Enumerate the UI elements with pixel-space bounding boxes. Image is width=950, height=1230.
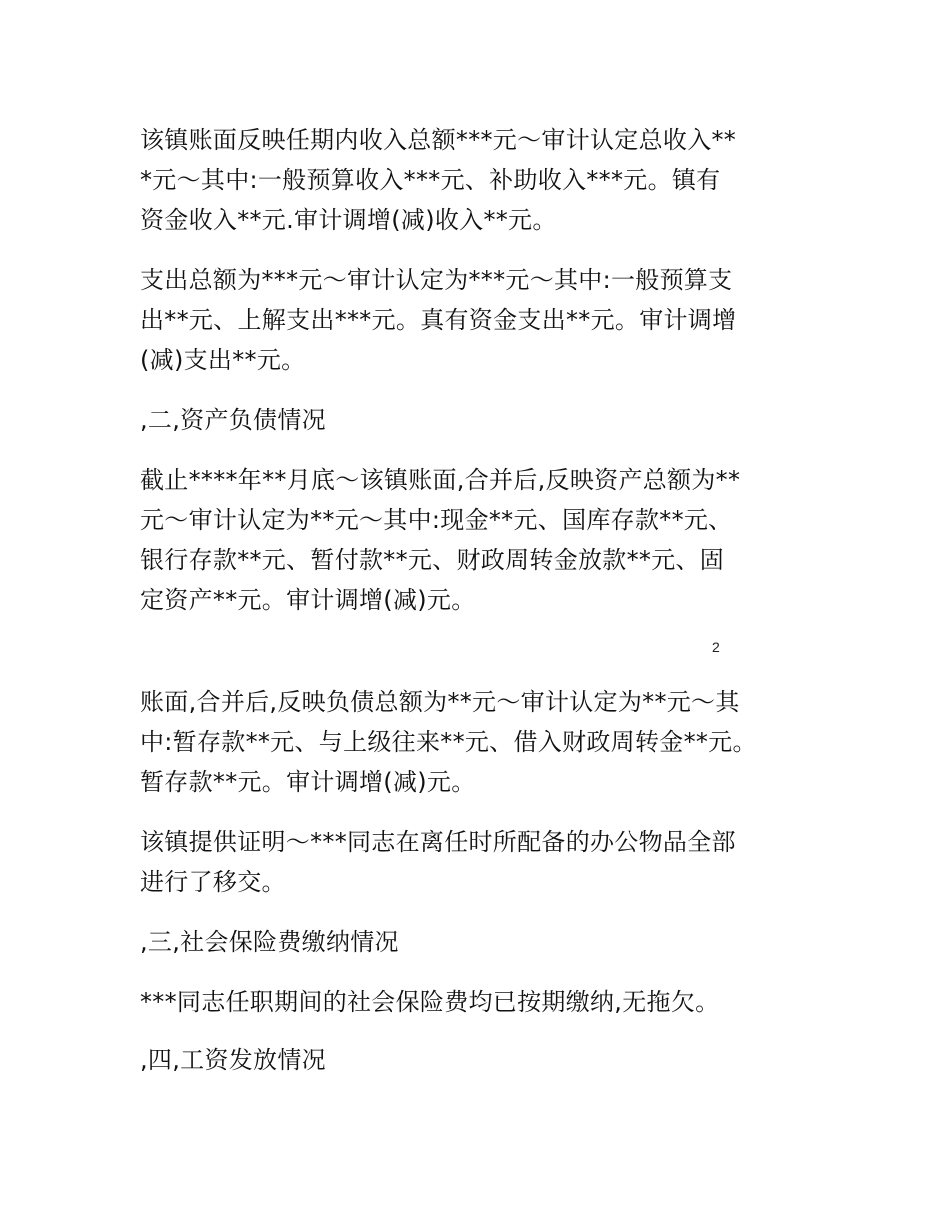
text-line: 账面,合并后,反映负债总额为**元～审计认定为**元～其 [140,688,740,716]
text-line: 截止****年**月底～该镇账面,合并后,反映资产总额为** [140,466,741,494]
text-line: 银行存款**元、暂付款**元、财政周转金放款**元、固 [140,546,725,574]
income-paragraph [140,120,820,240]
text-line: *元～其中:一般预算收入***元、补助收入***元。镇有 [140,166,721,194]
text-line: ***同志任职期间的社会保险费均已按期缴纳,无拖欠。 [140,988,720,1016]
heading-line: ,三,社会保险费缴纳情况 [140,928,399,956]
social-insurance-paragraph [140,982,820,1022]
expenditure-paragraph [140,260,820,380]
text-line: 定资产**元。审计调增(减)元。 [140,586,476,614]
text-line: 中:暂存款**元、与上级往来**元、借入财政周转金**元。 [140,728,757,756]
section-heading-social-insurance [140,922,820,962]
text-line: 元～审计认定为**元～其中:现金**元、国库存款**元、 [140,506,733,534]
text-line: 资金收入**元.审计调增(减)收入**元。 [140,206,557,234]
text-line: 出**元、上解支出***元。真有资金支出**元。审计调增 [140,306,737,334]
text-line: 该镇提供证明～***同志在离任时所配备的办公物品全部 [140,828,736,856]
text-line: (减)支出**元。 [140,346,306,374]
text-line: 暂存款**元。审计调增(减)元。 [140,768,476,796]
handover-paragraph [140,822,820,902]
text-line: 进行了移交。 [140,868,286,896]
text-line: 该镇账面反映任期内收入总额***元～审计认定总收入** [140,126,737,154]
liabilities-paragraph [140,682,820,802]
heading-line: ,二,资产负债情况 [140,406,326,434]
assets-paragraph [140,460,820,620]
text-line: 支出总额为***元～审计认定为***元～其中:一般预算支 [140,266,733,294]
section-heading-assets-liabilities [140,400,820,440]
heading-line: ,四,工资发放情况 [140,1046,326,1074]
section-heading-wages [140,1040,820,1080]
page-number: 2 [712,639,720,655]
